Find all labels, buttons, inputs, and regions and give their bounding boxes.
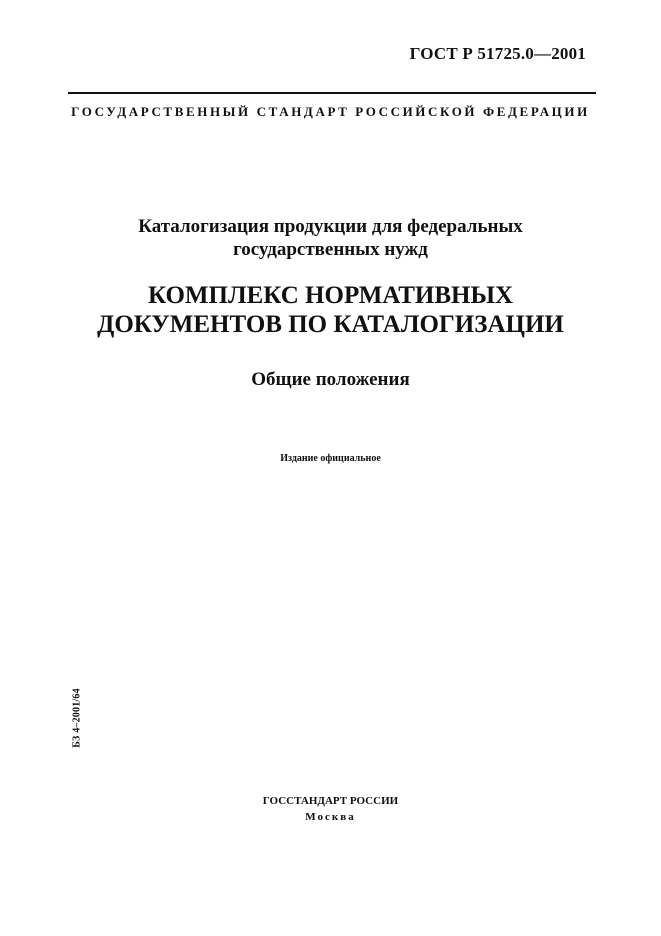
document-code: ГОСТ Р 51725.0—2001 bbox=[409, 44, 586, 63]
publisher-city: Москва bbox=[305, 811, 356, 823]
title-block bbox=[0, 215, 661, 465]
publisher-name: ГОССТАНДАРТ РОССИИ bbox=[262, 795, 399, 807]
series-title: Каталогизация продукции для федеральных государственных нужд bbox=[138, 216, 523, 260]
edition-label: Издание официальное bbox=[280, 453, 381, 464]
publisher-block bbox=[0, 794, 661, 824]
header-divider bbox=[68, 92, 596, 94]
subtitle: Общие положения bbox=[251, 369, 410, 390]
organization-line: ГОСУДАРСТВЕННЫЙ СТАНДАРТ РОССИЙСКОЙ ФЕДЕРАЦИИ bbox=[71, 104, 590, 119]
side-code: БЗ 4–2001/64 bbox=[71, 688, 83, 748]
main-title: КОМПЛЕКС НОРМАТИВНЫХ ДОКУМЕНТОВ ПО КАТАЛОГИЗАЦИИ bbox=[97, 282, 564, 338]
